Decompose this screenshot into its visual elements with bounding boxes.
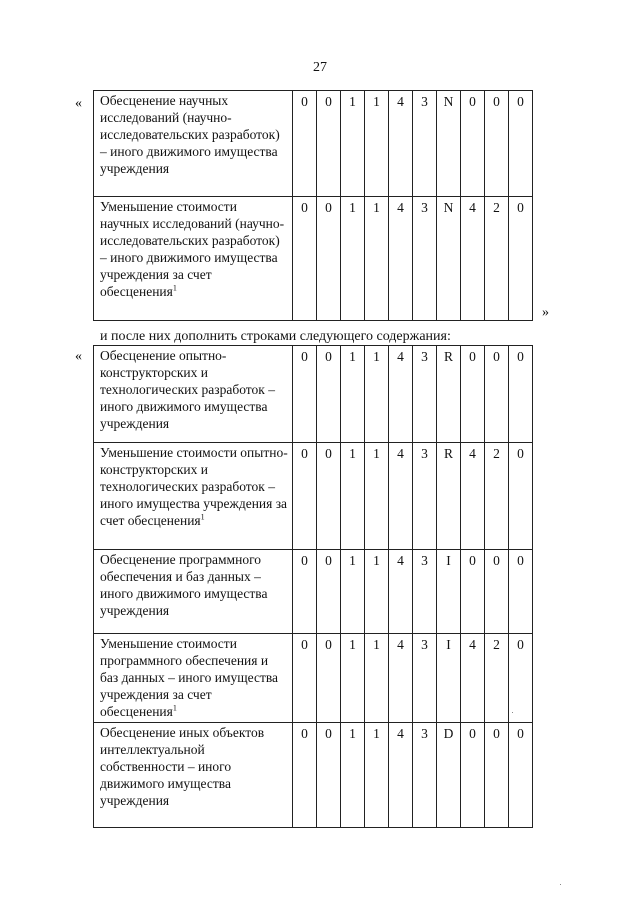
code-digit-cell: 4	[461, 197, 485, 321]
code-digit-cell: R	[437, 443, 461, 550]
table-row	[94, 550, 533, 634]
code-digit-cell: 3	[413, 346, 437, 443]
code-digit-cell: 4	[389, 443, 413, 550]
code-digit-cell: R	[437, 346, 461, 443]
code-digit-cell: 1	[365, 723, 389, 828]
code-digit-cell: 0	[293, 443, 317, 550]
code-digit-cell: 0	[461, 346, 485, 443]
scan-speck	[512, 712, 513, 713]
code-digit-cell: 3	[413, 91, 437, 197]
account-name-cell	[94, 346, 293, 443]
code-digit-cell: 0	[509, 634, 533, 723]
code-digit-cell: 0	[485, 550, 509, 634]
code-digit-cell: 1	[365, 634, 389, 723]
account-name: Уменьшение стоимости опытно-конструкторских и технологических разработок – иного имущества учреждения за счет обесценения	[100, 445, 288, 528]
account-name-cell	[94, 197, 293, 321]
open-quote-1: «	[75, 96, 82, 111]
account-name: Обесценение иных объектов интеллектуальной собственности – иного движимого имущества учреждения	[100, 725, 265, 808]
account-name-cell	[94, 443, 293, 550]
account-name: Уменьшение стоимости научных исследований (научно-исследовательских разработок) – иного движимого имущества учреждения за счет обесценения	[100, 199, 285, 299]
code-digit-cell: 0	[485, 723, 509, 828]
account-codes-table-new	[93, 345, 533, 828]
code-digit-cell: 0	[317, 91, 341, 197]
code-digit-cell: 0	[293, 723, 317, 828]
code-digit-cell: N	[437, 197, 461, 321]
code-digit-cell: 1	[341, 197, 365, 321]
code-digit-cell: 4	[389, 346, 413, 443]
code-digit-cell: 0	[293, 634, 317, 723]
code-digit-cell: 1	[365, 550, 389, 634]
scan-speck	[560, 884, 561, 885]
code-digit-cell: 1	[341, 634, 365, 723]
code-digit-cell: 4	[389, 550, 413, 634]
intro-text: и после них дополнить строками следующего содержания:	[100, 329, 451, 344]
code-digit-cell: N	[437, 91, 461, 197]
table-row	[94, 443, 533, 550]
account-name-cell	[94, 634, 293, 723]
footnote-marker: 1	[172, 703, 177, 713]
table-row	[94, 91, 533, 197]
account-name-cell	[94, 723, 293, 828]
code-digit-cell: 4	[389, 634, 413, 723]
code-digit-cell: 4	[389, 197, 413, 321]
code-digit-cell: 0	[317, 197, 341, 321]
code-digit-cell: I	[437, 550, 461, 634]
close-quote: »	[542, 305, 549, 320]
table-row	[94, 346, 533, 443]
code-digit-cell: 1	[365, 346, 389, 443]
code-digit-cell: 0	[509, 346, 533, 443]
account-name: Обесценение научных исследований (научно-исследовательских разработок) – иного движимого имущества учреждения	[100, 93, 280, 176]
code-digit-cell: 0	[317, 550, 341, 634]
code-digit-cell: I	[437, 634, 461, 723]
code-digit-cell: 1	[341, 723, 365, 828]
code-digit-cell: 0	[509, 550, 533, 634]
account-codes-table-existing	[93, 90, 533, 321]
code-digit-cell: 3	[413, 723, 437, 828]
code-digit-cell: 0	[509, 91, 533, 197]
code-digit-cell: 0	[317, 634, 341, 723]
code-digit-cell: 3	[413, 197, 437, 321]
account-name-cell	[94, 550, 293, 634]
code-digit-cell: 0	[485, 91, 509, 197]
code-digit-cell: D	[437, 723, 461, 828]
code-digit-cell: 1	[365, 91, 389, 197]
code-digit-cell: 2	[485, 634, 509, 723]
code-digit-cell: 0	[509, 723, 533, 828]
code-digit-cell: 0	[317, 443, 341, 550]
code-digit-cell: 1	[365, 197, 389, 321]
code-digit-cell: 0	[293, 91, 317, 197]
table-row	[94, 197, 533, 321]
code-digit-cell: 0	[461, 723, 485, 828]
table-row	[94, 723, 533, 828]
code-digit-cell: 1	[341, 346, 365, 443]
open-quote-2: «	[75, 349, 82, 364]
account-name: Уменьшение стоимости программного обеспечения и баз данных – иного имущества учреждения за счет обесценения	[100, 636, 279, 719]
code-digit-cell: 0	[293, 346, 317, 443]
code-digit-cell: 0	[485, 346, 509, 443]
code-digit-cell: 3	[413, 443, 437, 550]
code-digit-cell: 3	[413, 634, 437, 723]
account-name-cell	[94, 91, 293, 197]
code-digit-cell: 0	[461, 91, 485, 197]
code-digit-cell: 2	[485, 443, 509, 550]
code-digit-cell: 1	[341, 550, 365, 634]
code-digit-cell: 0	[509, 197, 533, 321]
code-digit-cell: 0	[293, 197, 317, 321]
footnote-marker: 1	[200, 512, 205, 522]
code-digit-cell: 1	[365, 443, 389, 550]
code-digit-cell: 0	[317, 723, 341, 828]
code-digit-cell: 1	[341, 91, 365, 197]
account-name: Обесценение программного обеспечения и баз данных – иного движимого имущества учреждения	[100, 552, 268, 618]
page-number: 27	[313, 60, 327, 75]
account-name: Обесценение опытно-конструкторских и технологических разработок – иного движимого имущества учреждения	[100, 348, 275, 431]
code-digit-cell: 0	[293, 550, 317, 634]
code-digit-cell: 1	[341, 443, 365, 550]
footnote-marker: 1	[172, 283, 177, 293]
code-digit-cell: 4	[389, 723, 413, 828]
code-digit-cell: 4	[461, 634, 485, 723]
code-digit-cell: 0	[461, 550, 485, 634]
code-digit-cell: 0	[509, 443, 533, 550]
code-digit-cell: 2	[485, 197, 509, 321]
code-digit-cell: 0	[317, 346, 341, 443]
code-digit-cell: 4	[461, 443, 485, 550]
code-digit-cell: 3	[413, 550, 437, 634]
table-row	[94, 634, 533, 723]
code-digit-cell: 4	[389, 91, 413, 197]
